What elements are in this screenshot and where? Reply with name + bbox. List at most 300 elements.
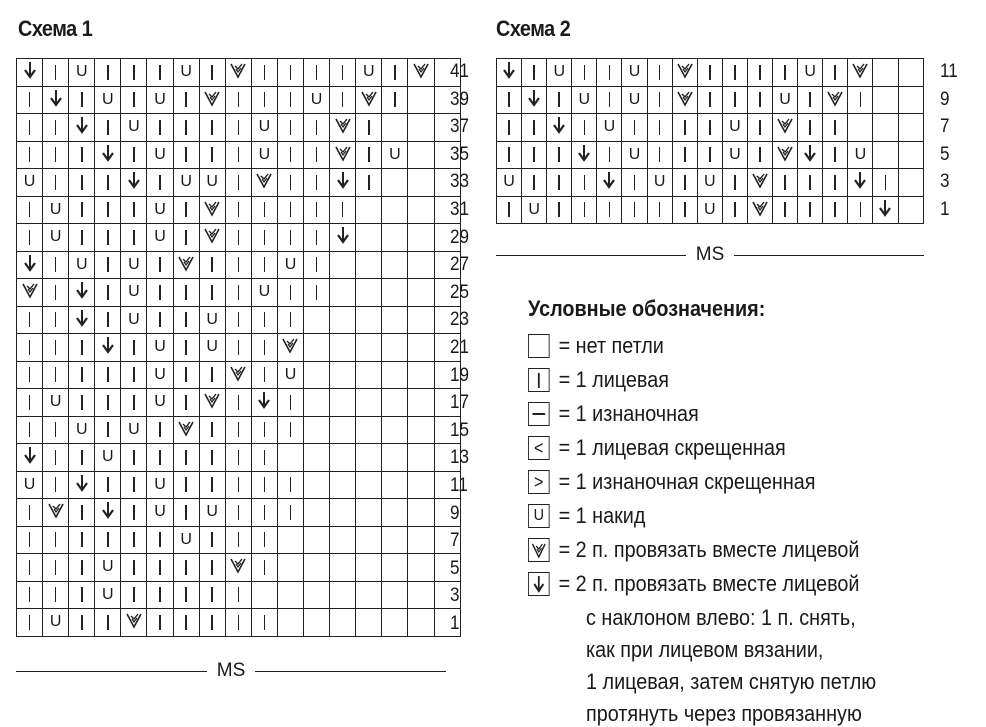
knit-icon	[609, 65, 611, 80]
legend-item	[528, 503, 645, 529]
knit-icon	[159, 422, 161, 437]
knit-icon	[809, 120, 811, 135]
k2tog-icon	[125, 611, 143, 629]
chart-cell	[69, 59, 95, 87]
row-number: 5	[940, 143, 950, 165]
chart-cell	[522, 114, 547, 142]
knit-icon	[133, 340, 135, 355]
yarn-over-icon: U	[206, 310, 218, 328]
row-number: 1	[940, 199, 950, 220]
chart-cell	[147, 471, 173, 499]
chart-row	[17, 389, 461, 417]
chart-row	[17, 609, 461, 637]
knit-icon	[584, 120, 586, 135]
knit-icon	[81, 395, 83, 410]
legend-symbol	[528, 334, 550, 358]
row-number: 23	[450, 309, 470, 331]
chart-cell	[43, 279, 69, 307]
chart-cell	[43, 141, 69, 169]
chart-cell	[225, 554, 251, 582]
legend-text: = 1 лицевая	[558, 367, 669, 392]
knit-icon	[264, 312, 266, 327]
yarn-over-icon: U	[154, 145, 166, 163]
knit-icon	[185, 477, 187, 492]
chart-cell	[251, 59, 277, 87]
knit-tbl-icon: <	[534, 437, 544, 458]
chart-cell	[356, 251, 382, 279]
yarn-over-icon: U	[154, 365, 166, 383]
chart-cell	[251, 334, 277, 362]
knit-icon	[185, 312, 187, 327]
chart-cell	[251, 499, 277, 527]
chart-cell	[330, 609, 356, 637]
chart-cell	[173, 86, 199, 114]
chart-cell	[304, 169, 330, 197]
chart-cell	[17, 526, 43, 554]
knit-icon	[55, 477, 57, 492]
chart-cell	[147, 444, 173, 472]
chart-cell	[173, 444, 199, 472]
chart-cell	[225, 141, 251, 169]
knit-icon	[29, 532, 31, 547]
chart-cell	[330, 389, 356, 417]
chart-row	[17, 444, 461, 472]
chart-cell	[147, 306, 173, 334]
chart-cell	[497, 59, 522, 87]
knit-icon	[81, 230, 83, 245]
chart-cell	[356, 526, 382, 554]
yarn-over-icon: U	[180, 173, 192, 191]
legend-item	[528, 435, 786, 461]
chart-cell	[17, 609, 43, 637]
knit-icon	[290, 285, 292, 300]
k2tog-icon	[676, 89, 694, 107]
yarn-over-icon: U	[154, 200, 166, 218]
chart-cell	[121, 279, 147, 307]
knit-icon	[290, 230, 292, 245]
chart-cell	[408, 334, 434, 362]
knit-icon	[264, 367, 266, 382]
k2tog-icon	[776, 144, 794, 162]
chart-cell	[330, 114, 356, 142]
chart-cell	[251, 389, 277, 417]
chart-cell	[408, 86, 434, 114]
chart-cell	[95, 471, 121, 499]
chart-cell	[199, 59, 225, 87]
row-number: 11	[940, 61, 958, 82]
knit-icon	[133, 65, 135, 80]
chart-row	[17, 416, 461, 444]
chart-cell	[95, 554, 121, 582]
knit-icon	[238, 120, 240, 135]
chart-cell	[408, 59, 434, 87]
chart-cell	[330, 86, 356, 114]
chart-cell	[251, 169, 277, 197]
ssk-arrow-icon	[577, 144, 591, 162]
legend-text: = 1 лицевая скрещенная	[558, 435, 786, 460]
k2tog-icon	[281, 336, 299, 354]
chart1-grid	[16, 58, 461, 637]
chart-cell	[773, 169, 798, 197]
chart-cell	[95, 416, 121, 444]
knit-icon	[316, 147, 318, 162]
chart-cell	[251, 251, 277, 279]
knit-icon	[684, 120, 686, 135]
legend-continuation-line: как при лицевом вязании,	[586, 637, 824, 662]
knit-icon	[29, 587, 31, 602]
chart-cell	[823, 141, 848, 169]
chart-cell	[408, 581, 434, 609]
yarn-over-icon: U	[75, 255, 88, 273]
knit-icon	[55, 367, 57, 382]
chart-cell	[95, 224, 121, 252]
chart-cell	[722, 59, 747, 87]
chart-cell	[43, 224, 69, 252]
knit-icon	[81, 505, 83, 520]
knit-icon	[238, 450, 240, 465]
chart-cell	[522, 169, 547, 197]
chart1-ms-footer	[16, 660, 446, 682]
chart-row	[17, 499, 461, 527]
chart-cell	[597, 86, 622, 114]
yarn-over-icon: U	[102, 558, 114, 576]
ssk-arrow-icon	[336, 226, 350, 244]
knit-icon	[159, 587, 161, 602]
chart-cell	[95, 334, 121, 362]
chart-cell	[251, 416, 277, 444]
knit-icon	[394, 65, 396, 80]
k2tog-icon	[334, 116, 352, 134]
chart-cell	[522, 141, 547, 169]
chart-cell	[304, 251, 330, 279]
chart-cell	[522, 59, 547, 87]
knit-icon	[264, 340, 266, 355]
knit-icon	[55, 120, 57, 135]
chart-cell	[17, 59, 43, 87]
legend-symbol	[528, 470, 550, 494]
knit-icon	[238, 505, 240, 520]
chart-cell	[17, 251, 43, 279]
yarn-over-icon: U	[553, 63, 566, 81]
chart-cell	[199, 471, 225, 499]
chart-cell	[873, 59, 898, 87]
chart-cell	[17, 471, 43, 499]
yarn-over-icon: U	[284, 365, 297, 383]
ssk-arrow-icon	[602, 171, 616, 189]
chart-cell	[547, 169, 572, 197]
chart-cell	[898, 114, 923, 142]
row-number: 1	[450, 613, 460, 634]
chart-cell	[382, 251, 408, 279]
chart-cell	[722, 114, 747, 142]
chart-cell	[251, 526, 277, 554]
chart-cell	[147, 251, 173, 279]
chart-cell	[898, 59, 923, 87]
chart-cell	[597, 59, 622, 87]
ssk-arrow-icon	[127, 171, 141, 189]
knit-icon	[185, 367, 187, 382]
chart-cell	[69, 361, 95, 389]
knit-icon	[290, 202, 292, 217]
chart-cell	[330, 169, 356, 197]
chart-cell	[408, 251, 434, 279]
knit-icon	[211, 367, 213, 382]
chart-cell	[173, 196, 199, 224]
knit-icon	[55, 340, 57, 355]
chart-cell	[121, 526, 147, 554]
chart-cell	[147, 554, 173, 582]
chart-cell	[277, 86, 303, 114]
knit-icon	[584, 175, 586, 190]
chart-cell	[622, 196, 647, 224]
chart-cell	[251, 554, 277, 582]
chart-cell	[382, 609, 408, 637]
chart-cell	[497, 141, 522, 169]
chart-cell	[95, 444, 121, 472]
chart-row	[497, 114, 924, 142]
chart-cell	[848, 169, 873, 197]
knit-icon	[211, 560, 213, 575]
chart-cell	[304, 609, 330, 637]
chart-cell	[43, 86, 69, 114]
chart-cell	[672, 114, 697, 142]
chart-cell	[173, 416, 199, 444]
chart-cell	[69, 141, 95, 169]
chart-cell	[69, 306, 95, 334]
knit-icon	[809, 175, 811, 190]
knit-icon	[211, 615, 213, 630]
chart-cell	[199, 609, 225, 637]
knit-icon	[55, 147, 57, 162]
chart-cell	[547, 59, 572, 87]
chart-cell	[225, 114, 251, 142]
chart-cell	[17, 416, 43, 444]
chart-cell	[356, 361, 382, 389]
chart-cell	[356, 416, 382, 444]
chart-cell	[69, 581, 95, 609]
chart-cell	[95, 526, 121, 554]
chart-cell	[43, 59, 69, 87]
chart-cell	[199, 581, 225, 609]
knit-icon	[133, 587, 135, 602]
chart-cell	[547, 196, 572, 224]
chart-cell	[199, 416, 225, 444]
chart-cell	[382, 169, 408, 197]
knit-icon	[264, 532, 266, 547]
knit-icon	[81, 587, 83, 602]
chart-cell	[382, 306, 408, 334]
chart-cell	[330, 306, 356, 334]
chart-cell	[173, 279, 199, 307]
ssk-arrow-icon	[75, 309, 89, 327]
knit-icon	[29, 615, 31, 630]
chart-row	[17, 169, 461, 197]
knit-icon	[238, 615, 240, 630]
chart-cell	[798, 141, 823, 169]
chart-cell	[497, 196, 522, 224]
knit-icon	[211, 147, 213, 162]
chart-cell	[173, 169, 199, 197]
knit-icon	[759, 147, 761, 162]
knit-icon	[133, 92, 135, 107]
yarn-over-icon: U	[258, 118, 271, 136]
row-number: 35	[450, 143, 470, 165]
knit-icon	[394, 92, 396, 107]
chart-cell	[382, 279, 408, 307]
chart-cell	[330, 224, 356, 252]
chart-row	[17, 306, 461, 334]
chart-cell	[647, 114, 672, 142]
knit-icon	[55, 312, 57, 327]
k2tog-icon	[229, 61, 247, 79]
chart-row	[17, 526, 461, 554]
knit-icon	[211, 450, 213, 465]
chart-cell	[622, 114, 647, 142]
yarn-over-icon: U	[154, 503, 166, 521]
knit-icon	[885, 175, 887, 190]
knit-icon	[159, 65, 161, 80]
chart-cell	[147, 196, 173, 224]
chart-cell	[408, 361, 434, 389]
chart-cell	[17, 141, 43, 169]
yarn-over-icon: U	[804, 63, 816, 81]
chart-cell	[69, 609, 95, 637]
chart-cell	[572, 141, 597, 169]
chart-cell	[773, 114, 798, 142]
chart-cell	[622, 59, 647, 87]
chart-cell	[121, 169, 147, 197]
chart-cell	[69, 389, 95, 417]
knit-icon	[107, 615, 109, 630]
chart-cell	[147, 279, 173, 307]
knit-icon	[558, 202, 560, 217]
chart-cell	[147, 169, 173, 197]
chart-cell	[547, 86, 572, 114]
knit-icon	[264, 65, 266, 80]
knit-icon	[29, 422, 31, 437]
ssk-arrow-icon	[23, 446, 37, 464]
legend-text: = 1 накид	[558, 503, 646, 528]
chart-cell	[798, 59, 823, 87]
knit-icon	[238, 340, 240, 355]
chart-cell	[69, 444, 95, 472]
legend-item	[528, 469, 816, 495]
knit-icon	[81, 92, 83, 107]
knit-icon	[759, 65, 761, 80]
chart-cell	[304, 279, 330, 307]
chart-cell	[382, 526, 408, 554]
chart-cell	[147, 334, 173, 362]
knit-icon	[211, 587, 213, 602]
chart-cell	[356, 141, 382, 169]
chart-row	[17, 581, 461, 609]
chart-row	[17, 196, 461, 224]
knit-icon	[533, 147, 535, 162]
chart-cell	[173, 581, 199, 609]
chart-cell	[199, 334, 225, 362]
chart-row	[497, 196, 924, 224]
ssk-arrow-icon	[533, 575, 546, 593]
chart-row	[17, 59, 461, 87]
chart-cell	[69, 196, 95, 224]
purl-tbl-icon: >	[534, 471, 544, 492]
knit-icon	[238, 175, 240, 190]
knit-icon	[133, 147, 135, 162]
chart-cell	[697, 86, 722, 114]
knit-icon	[238, 202, 240, 217]
knit-icon	[211, 422, 213, 437]
knit-icon	[684, 175, 686, 190]
chart-cell	[330, 334, 356, 362]
knit-icon	[860, 92, 862, 107]
chart-cell	[199, 306, 225, 334]
chart-row	[497, 86, 924, 114]
row-number: 3	[450, 585, 460, 607]
chart-cell	[304, 59, 330, 87]
legend-text: = 1 изнаночная	[558, 401, 699, 426]
chart-cell	[622, 141, 647, 169]
chart1-title: Схема 1	[18, 16, 93, 41]
chart-cell	[848, 196, 873, 224]
chart-cell	[199, 526, 225, 554]
chart-cell	[356, 444, 382, 472]
chart-cell	[408, 279, 434, 307]
chart-cell	[382, 581, 408, 609]
legend-symbol	[528, 538, 550, 562]
chart-cell	[304, 334, 330, 362]
knit-icon	[81, 340, 83, 355]
chart-cell	[17, 581, 43, 609]
chart-cell	[747, 114, 772, 142]
legend-symbol	[528, 436, 550, 460]
knit-icon	[508, 92, 510, 107]
chart-cell	[647, 59, 672, 87]
knit-icon	[238, 92, 240, 107]
knit-icon	[185, 587, 187, 602]
chart-cell	[225, 444, 251, 472]
knit-icon	[264, 257, 266, 272]
knit-icon	[368, 147, 370, 162]
yarn-over-icon: U	[362, 63, 375, 81]
chart-cell	[277, 59, 303, 87]
knit-icon	[558, 147, 560, 162]
chart-cell	[69, 416, 95, 444]
chart-cell	[356, 224, 382, 252]
chart-row	[17, 86, 461, 114]
knit-icon	[133, 395, 135, 410]
knit-icon	[264, 560, 266, 575]
chart-cell	[382, 444, 408, 472]
chart-cell	[330, 554, 356, 582]
row-number: 17	[450, 392, 470, 414]
yarn-over-icon: U	[75, 420, 88, 438]
knit-icon	[29, 230, 31, 245]
knit-icon	[264, 505, 266, 520]
chart-cell	[43, 361, 69, 389]
chart-cell	[251, 224, 277, 252]
chart-cell	[747, 86, 772, 114]
chart-cell	[848, 59, 873, 87]
chart-cell	[69, 499, 95, 527]
knit-icon	[264, 92, 266, 107]
knit-icon	[133, 230, 135, 245]
row-number: 7	[940, 116, 950, 138]
chart-cell	[225, 224, 251, 252]
chart-cell	[647, 141, 672, 169]
row-number: 29	[450, 226, 470, 248]
knit-icon	[185, 147, 187, 162]
chart-row	[17, 554, 461, 582]
